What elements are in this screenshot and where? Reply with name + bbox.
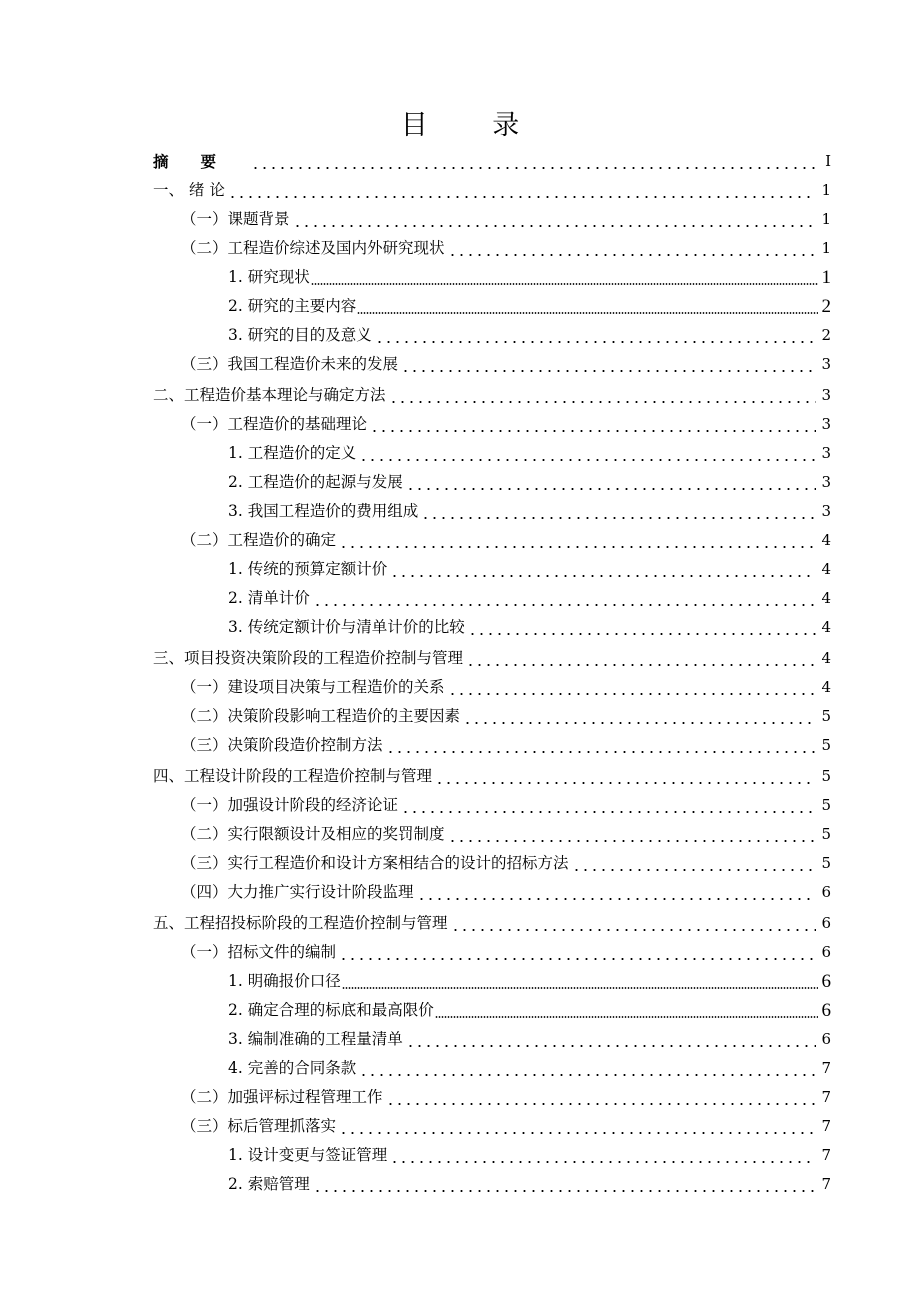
toc-page-number: 5 [821, 854, 831, 872]
toc-entry-title: （二）加强评标过程管理工作 [181, 1088, 383, 1106]
dot-leader [339, 526, 816, 555]
dot-leader [406, 468, 816, 497]
dot-leader [370, 410, 816, 439]
toc-entry[interactable] [153, 820, 831, 849]
toc-entry[interactable] [153, 1112, 831, 1141]
toc-page-number: 3 [821, 415, 831, 433]
toc-entry-title: 3. 研究的目的及意义 [228, 326, 372, 344]
toc-entry[interactable] [153, 147, 831, 176]
toc-entry-title: 1. 研究现状 [228, 268, 310, 286]
toc-entry-title: 1. 传统的预算定额计价 [228, 560, 388, 578]
toc-entry-title: 3. 传统定额计价与清单计价的比较 [228, 618, 465, 636]
toc-page-number: 3 [821, 473, 831, 491]
toc-entry[interactable] [153, 1025, 831, 1054]
toc-entry[interactable] [153, 849, 831, 878]
toc-page-number: 6 [821, 914, 831, 932]
dot-leader [448, 820, 816, 849]
toc-entry[interactable] [153, 1083, 831, 1112]
toc-page-number: 5 [821, 736, 831, 754]
toc-entry-title: （二）工程造价的确定 [181, 531, 337, 549]
toc-entry[interactable] [153, 702, 831, 731]
table-of-contents [153, 147, 831, 1199]
dot-leader [401, 791, 816, 820]
toc-entry-title: 四、工程设计阶段的工程造价控制与管理 [153, 767, 433, 785]
toc-entry[interactable] [153, 938, 831, 967]
dot-leader [311, 263, 818, 292]
toc-entry-title: 2. 确定合理的标底和最高限价 [228, 1001, 434, 1019]
toc-entry-title: （二）决策阶段影响工程造价的主要因素 [181, 707, 461, 725]
toc-entry-title: 三、项目投资决策阶段的工程造价控制与管理 [153, 649, 464, 667]
toc-entry[interactable] [153, 263, 831, 292]
toc-entry-title: （四）大力推广实行设计阶段监理 [181, 883, 414, 901]
toc-entry-title: （一）课题背景 [181, 210, 290, 228]
toc-entry-title: （一）工程造价的基础理论 [181, 415, 368, 433]
dot-leader [359, 439, 816, 468]
toc-entry[interactable] [153, 410, 831, 439]
toc-entry-title: 2. 研究的主要内容 [228, 297, 357, 315]
dot-leader [293, 205, 816, 234]
dot-leader [386, 731, 816, 760]
toc-entry[interactable] [153, 468, 831, 497]
toc-page-number: 7 [821, 1117, 831, 1135]
dot-leader [339, 1112, 816, 1141]
toc-entry-title: 2. 工程造价的起源与发展 [228, 473, 403, 491]
toc-entry-title: （一）建设项目决策与工程造价的关系 [181, 678, 445, 696]
dot-leader [390, 555, 816, 584]
toc-page-number: 1 [821, 181, 831, 199]
toc-entry-title: （三）我国工程造价未来的发展 [181, 355, 399, 373]
toc-page-number: 1 [821, 210, 831, 228]
toc-page-number: 4 [821, 589, 831, 607]
toc-page-number: 4 [821, 560, 831, 578]
toc-page-number: 7 [821, 1088, 831, 1106]
toc-page-number: 7 [821, 1146, 831, 1164]
dot-leader [468, 613, 816, 642]
toc-entry-title: （三）决策阶段造价控制方法 [181, 736, 383, 754]
dot-leader [228, 176, 816, 205]
toc-entry[interactable] [153, 762, 831, 791]
toc-entry[interactable] [153, 731, 831, 760]
toc-page-number: 3 [821, 355, 831, 373]
toc-entry[interactable] [153, 967, 831, 996]
toc-entry-title: 一、 绪 论 [153, 181, 225, 199]
toc-entry-title: 2. 清单计价 [228, 589, 310, 607]
toc-entry-title: 3. 编制准确的工程量清单 [228, 1030, 403, 1048]
dot-leader [451, 909, 816, 938]
toc-entry-title: （一）加强设计阶段的经济论证 [181, 796, 399, 814]
toc-page-number: 3 [821, 502, 831, 520]
toc-page-number: 6 [821, 1030, 831, 1048]
toc-page-number: 4 [821, 678, 831, 696]
toc-entry[interactable] [153, 205, 831, 234]
dot-leader [435, 996, 818, 1025]
toc-entry[interactable] [153, 381, 831, 410]
toc-entry[interactable] [153, 791, 831, 820]
dot-leader [401, 350, 816, 379]
toc-entry[interactable] [153, 996, 831, 1025]
toc-entry[interactable] [153, 1141, 831, 1170]
page-title: 目 录 [400, 110, 548, 141]
toc-page-number: 5 [821, 825, 831, 843]
dot-leader [359, 1054, 816, 1083]
dot-leader [417, 878, 816, 907]
dot-leader [386, 1083, 816, 1112]
toc-entry[interactable] [153, 644, 831, 673]
toc-page-number: 1 [821, 267, 831, 288]
toc-entry[interactable] [153, 613, 831, 642]
toc-entry[interactable] [153, 878, 831, 907]
toc-entry[interactable] [153, 1054, 831, 1083]
toc-entry-title: （二）实行限额设计及相应的奖罚制度 [181, 825, 445, 843]
toc-page-number: 6 [821, 943, 831, 961]
toc-entry-title: （一）招标文件的编制 [181, 943, 337, 961]
toc-entry-title: （三）实行工程造价和设计方案相结合的设计的招标方法 [181, 854, 569, 872]
toc-page-number: 2 [821, 326, 831, 344]
dot-leader [313, 584, 816, 613]
dot-leader [357, 292, 818, 321]
toc-entry[interactable] [153, 1170, 831, 1199]
dot-leader [251, 147, 816, 176]
toc-entry[interactable] [153, 292, 831, 321]
toc-entry[interactable] [153, 555, 831, 584]
toc-page-number: 4 [821, 618, 831, 636]
toc-entry[interactable] [153, 350, 831, 379]
toc-entry-title: 3. 我国工程造价的费用组成 [228, 502, 419, 520]
toc-page-number: 7 [821, 1175, 831, 1193]
toc-entry-title: 1. 工程造价的定义 [228, 444, 357, 462]
toc-page-number: 3 [821, 444, 831, 462]
dot-leader [406, 1025, 816, 1054]
toc-page-number: 4 [821, 531, 831, 549]
toc-entry[interactable] [153, 497, 831, 526]
toc-entry[interactable] [153, 321, 831, 350]
dot-leader [313, 1170, 816, 1199]
toc-page-number: 1 [821, 239, 831, 257]
toc-page-number: 2 [821, 296, 831, 317]
dot-leader [448, 234, 816, 263]
toc-page-number: 7 [821, 1059, 831, 1077]
toc-page-number: 5 [821, 796, 831, 814]
toc-entry-title: 1. 明确报价口径 [228, 972, 341, 990]
toc-page-number: 3 [821, 386, 831, 404]
dot-leader [375, 321, 816, 350]
dot-leader [421, 497, 816, 526]
toc-entry[interactable] [153, 584, 831, 613]
dot-leader [390, 1141, 816, 1170]
toc-page-number: 6 [821, 1000, 831, 1021]
dot-leader [448, 673, 816, 702]
toc-entry[interactable] [153, 909, 831, 938]
toc-page-number: 5 [821, 767, 831, 785]
toc-entry[interactable] [153, 234, 831, 263]
dot-leader [389, 381, 816, 410]
toc-entry-title: 1. 设计变更与签证管理 [228, 1146, 388, 1164]
dot-leader [342, 967, 818, 996]
toc-entry-title: （二）工程造价综述及国内外研究现状 [181, 239, 445, 257]
toc-entry[interactable] [153, 526, 831, 555]
dot-leader [339, 938, 816, 967]
dot-leader [466, 644, 816, 673]
toc-entry-title: 4. 完善的合同条款 [228, 1059, 357, 1077]
toc-page-number: 6 [821, 971, 831, 992]
dot-leader [463, 702, 816, 731]
toc-entry-title: 五、工程招投标阶段的工程造价控制与管理 [153, 914, 448, 932]
toc-entry[interactable] [153, 176, 831, 205]
toc-page-number: 4 [821, 649, 831, 667]
toc-entry-title: 摘要 [153, 152, 249, 171]
toc-entry-title: 二、工程造价基本理论与确定方法 [153, 386, 386, 404]
toc-page-number: 6 [821, 883, 831, 901]
dot-leader [572, 849, 816, 878]
toc-entry-title: （三）标后管理抓落实 [181, 1117, 337, 1135]
toc-page-number: I [825, 152, 831, 170]
toc-page-number: 5 [821, 707, 831, 725]
toc-entry-title: 2. 索赔管理 [228, 1175, 310, 1193]
toc-entry[interactable] [153, 673, 831, 702]
toc-entry[interactable] [153, 439, 831, 468]
dot-leader [435, 762, 816, 791]
